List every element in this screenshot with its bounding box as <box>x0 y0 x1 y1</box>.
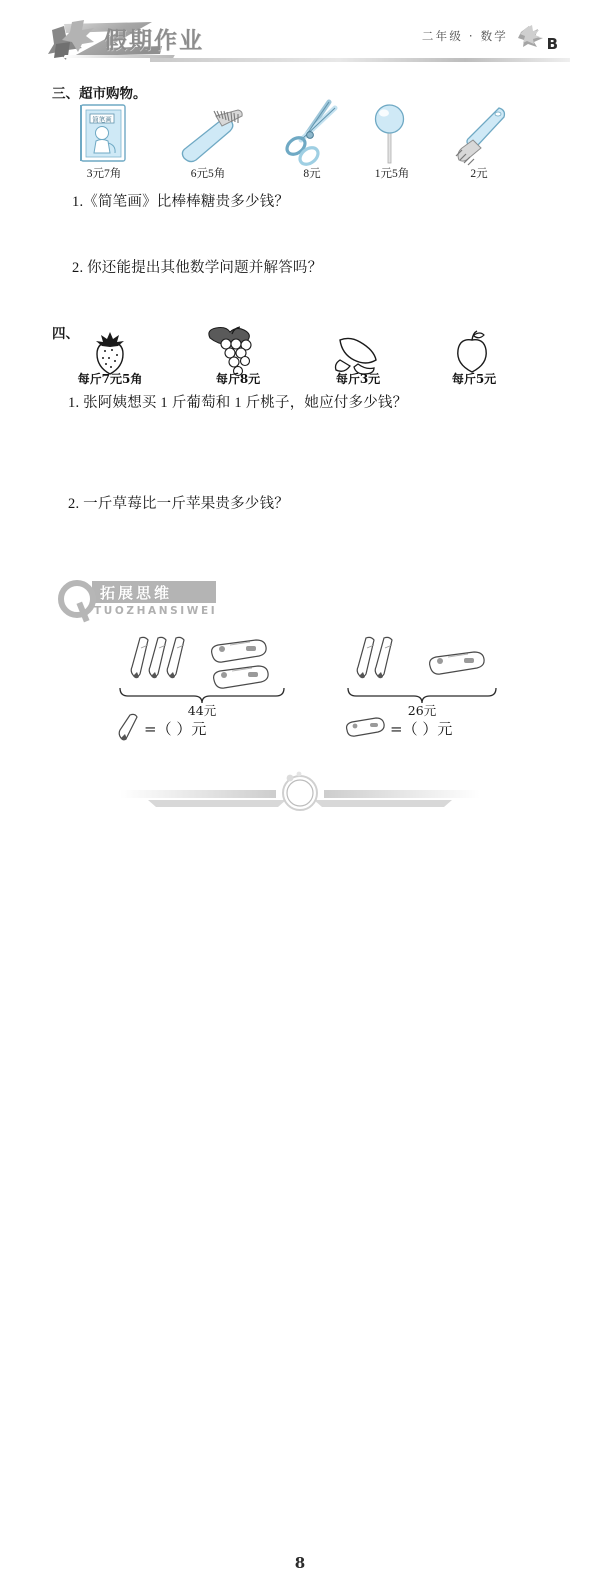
tuozhan-title: 拓展思维 <box>100 584 173 602</box>
puzzle-total-left: 44元 <box>187 703 217 718</box>
fork-icon <box>455 104 513 171</box>
price-label-strawberry: 每斤7元5角 <box>77 372 143 386</box>
price-label-lollipop: 1元5角 <box>374 168 410 180</box>
price-label-book: 3元7角 <box>86 168 122 180</box>
brush-icon <box>176 108 250 169</box>
tuozhan-pinyin: TUOZHANSIWEI <box>94 605 218 617</box>
section-three-question-1: 1.《简笔画》比棒棒糖贵多少钱？ <box>72 194 290 210</box>
price-label-apple: 每斤5元 <box>451 372 497 386</box>
price-label-brush: 6元5角 <box>190 168 226 180</box>
pencil-case-group-right <box>426 648 496 685</box>
section-four-heading: 四、 <box>52 326 79 342</box>
lollipop-icon <box>368 103 412 170</box>
grade-subject-label: 二年级 · 数学 <box>421 29 508 43</box>
puzzle-answer-left: =（ ）元 <box>144 720 207 738</box>
star-burst-icon <box>517 24 545 48</box>
volume-badge: B <box>546 35 558 53</box>
section-three-heading: 三、超市购物。 <box>52 86 147 102</box>
section-four-question-1: 1. 张阿姨想买 1 斤葡萄和 1 斤桃子，她应付多少钱？ <box>68 395 408 411</box>
page-footer <box>0 770 600 1572</box>
q-circle-logo <box>58 580 96 618</box>
ribbon-ornament <box>0 770 600 828</box>
puzzle-answer-right: =（ ）元 <box>390 720 453 738</box>
pencil-case-icon-right-answer <box>344 716 390 745</box>
price-label-fork: 2元 <box>470 168 488 180</box>
book-icon <box>78 103 130 170</box>
price-label-peach: 每斤3元 <box>335 372 381 386</box>
page-title: 假期作业 <box>104 28 204 54</box>
tuozhan-logo <box>58 578 238 624</box>
price-label-scissors: 8元 <box>303 168 321 180</box>
header-rule-long <box>150 58 570 62</box>
page-header <box>0 0 600 70</box>
section-three-question-2: 2. 你还能提出其他数学问题并解答吗？ <box>72 260 323 276</box>
svg-text:简笔画: 简笔画 <box>92 115 112 124</box>
page-number: 8 <box>294 1554 306 1572</box>
price-label-grapes: 每斤8元 <box>215 372 261 386</box>
puzzle-total-right: 26元 <box>407 703 437 718</box>
scissors-icon <box>283 98 341 173</box>
section-four-question-2: 2. 一斤草莓比一斤苹果贵多少钱？ <box>68 496 289 512</box>
pen-icon-left-answer <box>116 713 142 748</box>
